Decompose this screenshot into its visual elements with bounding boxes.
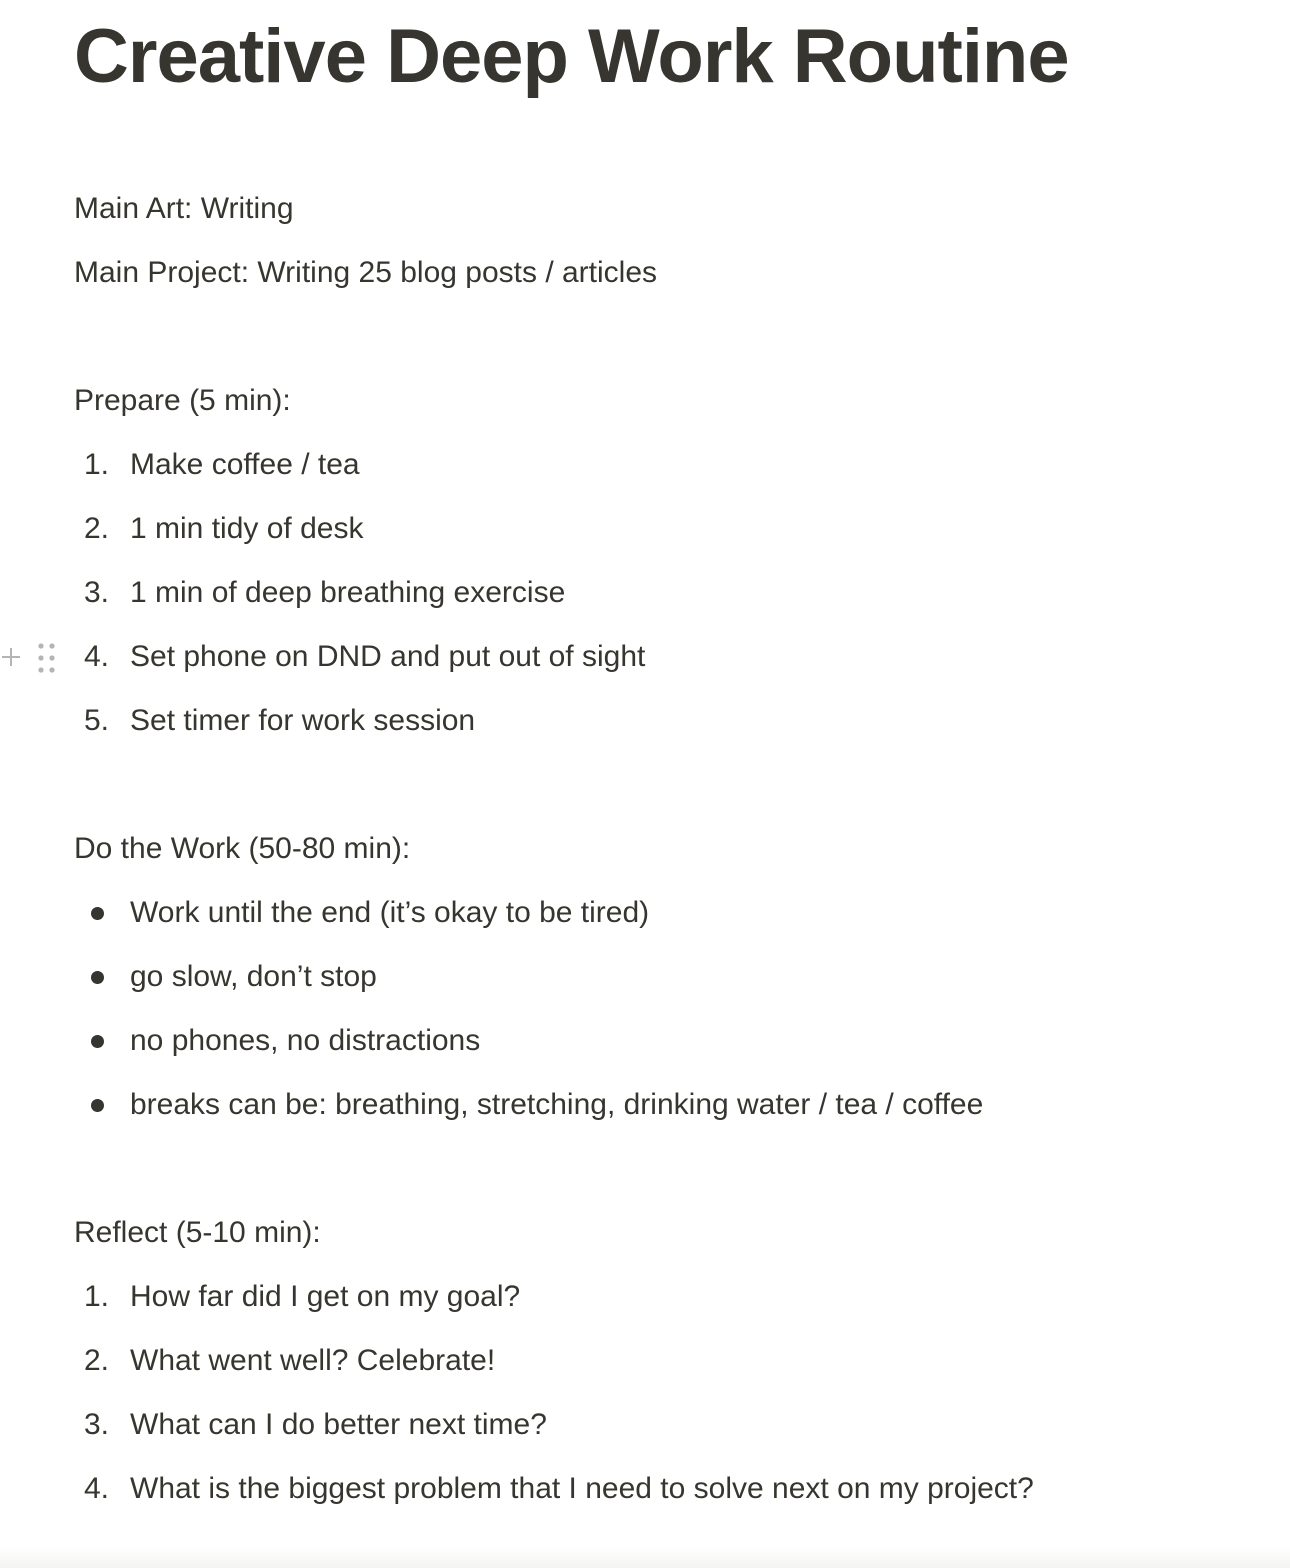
- block-handle[interactable]: [0, 638, 70, 678]
- page-title[interactable]: Creative Deep Work Routine: [74, 14, 1069, 99]
- list-item-text[interactable]: Set timer for work session: [130, 704, 476, 737]
- list-number: 3.: [84, 576, 110, 609]
- list-item-text[interactable]: What went well? Celebrate!: [130, 1344, 496, 1377]
- list-number: 4.: [84, 640, 110, 673]
- bullet-icon: [91, 971, 104, 984]
- list-item-text[interactable]: no phones, no distractions: [130, 1024, 481, 1057]
- prepare-heading[interactable]: Prepare (5 min):: [74, 384, 291, 417]
- list-item-text[interactable]: breaks can be: breathing, stretching, drinking water / tea / coffee: [130, 1088, 984, 1121]
- list-number: 4.: [84, 1472, 110, 1505]
- list-item-text[interactable]: 1 min tidy of desk: [130, 512, 364, 545]
- bullet-icon: [91, 907, 104, 920]
- list-item-text[interactable]: Make coffee / tea: [130, 448, 360, 481]
- list-number: 1.: [84, 448, 110, 481]
- list-number: 5.: [84, 704, 110, 737]
- bottom-edge-shadow: [0, 1546, 1290, 1568]
- list-number: 2.: [84, 512, 110, 545]
- main-project-text[interactable]: Main Project: Writing 25 blog posts / articles: [74, 256, 658, 289]
- main-art-text[interactable]: Main Art: Writing: [74, 192, 294, 225]
- list-number: 2.: [84, 1344, 110, 1377]
- list-item-text[interactable]: 1 min of deep breathing exercise: [130, 576, 566, 609]
- reflect-heading[interactable]: Reflect (5-10 min):: [74, 1216, 321, 1249]
- list-item-text[interactable]: go slow, don’t stop: [130, 960, 377, 993]
- list-number: 1.: [84, 1280, 110, 1313]
- bullet-icon: [91, 1035, 104, 1048]
- plus-icon[interactable]: [0, 646, 22, 668]
- work-heading[interactable]: Do the Work (50-80 min):: [74, 832, 411, 865]
- list-item-text[interactable]: What is the biggest problem that I need to solve next on my project?: [130, 1472, 1034, 1505]
- drag-handle-icon[interactable]: [37, 642, 57, 674]
- list-item-text[interactable]: Set phone on DND and put out of sight: [130, 640, 646, 673]
- list-number: 3.: [84, 1408, 110, 1441]
- list-item-text[interactable]: How far did I get on my goal?: [130, 1280, 521, 1313]
- list-item-text[interactable]: What can I do better next time?: [130, 1408, 547, 1441]
- list-item-text[interactable]: Work until the end (it’s okay to be tired): [130, 896, 650, 929]
- bullet-icon: [91, 1099, 104, 1112]
